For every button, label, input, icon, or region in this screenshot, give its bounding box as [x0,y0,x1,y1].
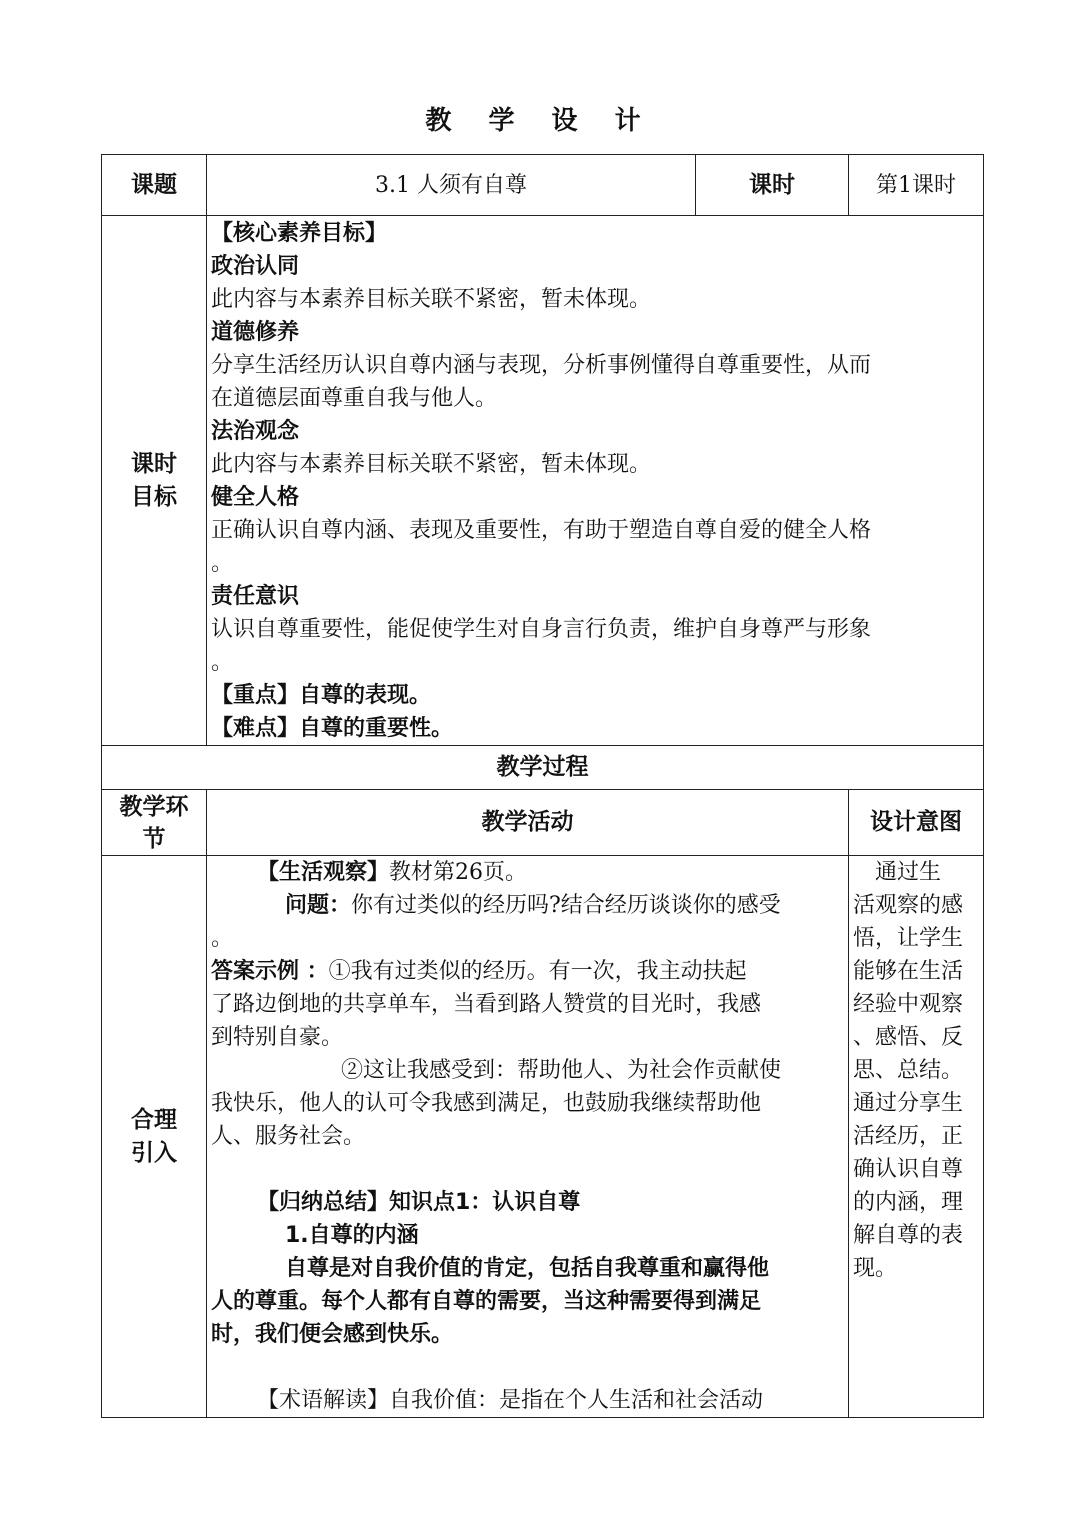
activity-line: 人、服务社会。 [211,1124,366,1149]
activity-line: 1.自尊的内涵 [285,1223,419,1248]
activity-line [211,1153,844,1186]
activity-line: 我快乐，他人的认可令我感到满足，也鼓励我继续帮助他 [211,1091,762,1116]
activity-line: 【归纳总结】知识点1：认识自尊 [257,1190,581,1215]
intent-line: 的内涵，理 [853,1190,964,1215]
activity-line: 了路边倒地的共享单车，当看到路人赞赏的目光时，我感 [211,992,762,1017]
objective-line: 。 [211,551,234,576]
objective-line: 健全人格 [211,485,300,510]
objectives-content [207,216,984,746]
intent-line: 、感悟、反 [853,1025,964,1050]
intent-line: 活观察的感 [853,893,964,918]
stage-column-header: 教学环 节 [102,790,207,856]
activity-line: 答案示例 ：①我有过类似的经历。有一次，我主动扶起 [211,959,747,984]
intent-line: 思、总结。 [853,1058,964,1083]
intent-line: 悟，让学生 [853,926,964,951]
topic-label: 课题 [102,155,207,216]
activity-line: 人的尊重。每个人都有自尊的需要，当这种需要得到满足 [211,1289,762,1314]
period-label: 课时 [696,155,849,216]
intent-line: 活经历，正 [853,1124,964,1149]
objective-line: 在道德层面尊重自我与他人。 [211,386,498,411]
objective-line: 责任意识 [211,584,300,609]
objective-line: 此内容与本素养目标关联不紧密，暂未体现。 [211,287,652,312]
lesson-plan-table [101,154,984,1418]
activity-line: 【生活观察】教材第26页。 [257,860,528,885]
intent-line: 经验中观察 [853,992,964,1017]
objective-line: 法治观念 [211,419,300,444]
activity-content [207,856,849,1418]
objective-line: 正确认识自尊内涵、表现及重要性，有助于塑造自尊自爱的健全人格 [211,518,872,543]
process-title: 教学过程 [102,746,984,790]
activity-line: 时，我们便会感到快乐。 [211,1322,454,1347]
objective-line: 此内容与本素养目标关联不紧密，暂未体现。 [211,452,652,477]
activity-line: 【术语解读】自我价值：是指在个人生活和社会活动 [257,1388,764,1413]
intent-line: 现。 [853,1256,898,1281]
objective-line: 【难点】自尊的重要性。 [211,716,454,741]
objective-line: 道德修养 [211,320,300,345]
document-title: 教 学 设 计 [425,106,655,136]
objective-line: 分享生活经历认识自尊内涵与表现，分析事例懂得自尊重要性，从而 [211,353,872,378]
activity-line: 问题：你有过类似的经历吗?结合经历谈谈你的感受 [285,893,781,918]
intent-line: 通过分享生 [853,1091,964,1116]
intent-line: 通过生 [853,860,942,885]
activity-line [211,1351,844,1384]
intent-column-header: 设计意图 [849,790,984,856]
topic-value: 3.1 人须有自尊 [207,155,696,216]
activity-line: 自尊是对自我价值的肯定，包括自我尊重和赢得他 [285,1256,770,1281]
period-value: 第1课时 [849,155,984,216]
activity-line: 到特别自豪。 [211,1025,344,1050]
intent-line: 确认识自尊 [853,1157,964,1182]
activity-line: ②这让我感受到：帮助他人、为社会作贡献使 [341,1058,782,1083]
activity-column-header: 教学活动 [207,790,849,856]
activity-line: 。 [211,926,234,951]
stage-name: 合理 引入 [102,856,207,1418]
intent-line: 解自尊的表 [853,1223,964,1248]
objectives-label: 课时 目标 [102,216,207,746]
objective-line: 政治认同 [211,254,300,279]
objective-line: 【核心素养目标】 [211,221,388,246]
objective-line: 【重点】自尊的表现。 [211,683,432,708]
intent-line: 能够在生活 [853,959,964,984]
intent-content [849,856,984,1418]
objective-line: 认识自尊重要性，能促使学生对自身言行负责，维护自身尊严与形象 [211,617,872,642]
objective-line: 。 [211,650,234,675]
